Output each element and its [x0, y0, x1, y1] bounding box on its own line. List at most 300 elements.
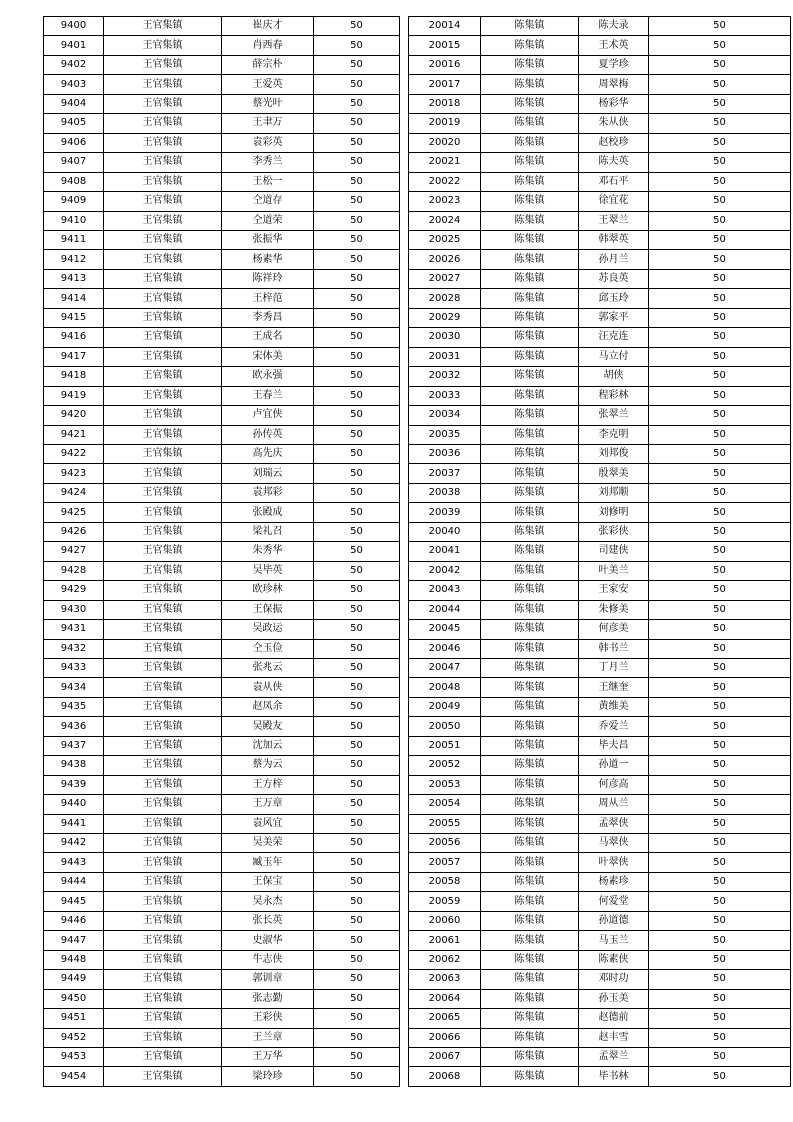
amount-cell: 50 [314, 522, 400, 541]
name-cell: 王保振 [222, 600, 314, 619]
amount-cell: 50 [314, 367, 400, 386]
name-cell: 王成名 [222, 328, 314, 347]
amount-cell: 50 [649, 658, 791, 677]
town-cell: 陈集镇 [481, 133, 579, 152]
table-row [409, 717, 791, 736]
town-cell: 王官集镇 [104, 406, 222, 425]
id-cell: 9443 [44, 853, 104, 872]
town-cell: 陈集镇 [481, 834, 579, 853]
name-cell: 李克明 [579, 425, 649, 444]
id-cell: 9400 [44, 17, 104, 36]
name-cell: 孟翠侠 [579, 814, 649, 833]
town-cell: 王官集镇 [104, 911, 222, 930]
id-cell: 20041 [409, 542, 481, 561]
table-row [44, 600, 400, 619]
town-cell: 王官集镇 [104, 308, 222, 327]
name-cell: 崔庆才 [222, 17, 314, 36]
table-row [409, 814, 791, 833]
amount-cell: 50 [649, 892, 791, 911]
town-cell: 王官集镇 [104, 444, 222, 463]
town-cell: 陈集镇 [481, 911, 579, 930]
amount-cell: 50 [314, 36, 400, 55]
table-row [409, 153, 791, 172]
table-row [44, 172, 400, 191]
name-cell: 徐宜花 [579, 192, 649, 211]
amount-cell: 50 [649, 347, 791, 366]
name-cell: 陈祥玲 [222, 269, 314, 288]
amount-cell: 50 [314, 444, 400, 463]
amount-cell: 50 [314, 347, 400, 366]
id-cell: 9442 [44, 834, 104, 853]
town-cell: 王官集镇 [104, 483, 222, 502]
amount-cell: 50 [649, 620, 791, 639]
name-cell: 欧永强 [222, 367, 314, 386]
town-cell: 陈集镇 [481, 250, 579, 269]
name-cell: 陈素侠 [579, 950, 649, 969]
town-cell: 陈集镇 [481, 892, 579, 911]
name-cell: 毕书林 [579, 1067, 649, 1086]
id-cell: 20062 [409, 950, 481, 969]
id-cell: 9452 [44, 1028, 104, 1047]
town-cell: 王官集镇 [104, 75, 222, 94]
id-cell: 20029 [409, 308, 481, 327]
amount-cell: 50 [649, 1009, 791, 1028]
table-row [409, 425, 791, 444]
town-cell: 王官集镇 [104, 989, 222, 1008]
id-cell: 20043 [409, 581, 481, 600]
id-cell: 9451 [44, 1009, 104, 1028]
id-cell: 9428 [44, 561, 104, 580]
town-cell: 王官集镇 [104, 853, 222, 872]
table-row [44, 386, 400, 405]
amount-cell: 50 [649, 367, 791, 386]
id-cell: 20021 [409, 153, 481, 172]
right-roster-body [409, 17, 791, 1087]
amount-cell: 50 [649, 328, 791, 347]
id-cell: 20033 [409, 386, 481, 405]
table-row [44, 425, 400, 444]
name-cell: 袁风宜 [222, 814, 314, 833]
id-cell: 20026 [409, 250, 481, 269]
name-cell: 吴殿友 [222, 717, 314, 736]
name-cell: 袁彩英 [222, 133, 314, 152]
id-cell: 20064 [409, 989, 481, 1008]
table-row [409, 1028, 791, 1047]
name-cell: 孙玉美 [579, 989, 649, 1008]
town-cell: 王官集镇 [104, 658, 222, 677]
town-cell: 陈集镇 [481, 775, 579, 794]
name-cell: 黄维美 [579, 697, 649, 716]
table-row [44, 328, 400, 347]
amount-cell: 50 [314, 192, 400, 211]
town-cell: 王官集镇 [104, 950, 222, 969]
name-cell: 陈夫英 [579, 153, 649, 172]
id-cell: 20020 [409, 133, 481, 152]
town-cell: 陈集镇 [481, 192, 579, 211]
table-row [409, 931, 791, 950]
left-roster-body [44, 17, 400, 1087]
table-row [409, 75, 791, 94]
id-cell: 9433 [44, 658, 104, 677]
amount-cell: 50 [649, 172, 791, 191]
table-row [44, 814, 400, 833]
name-cell: 肖西春 [222, 36, 314, 55]
town-cell: 王官集镇 [104, 892, 222, 911]
table-row [409, 269, 791, 288]
name-cell: 张翠兰 [579, 406, 649, 425]
town-cell: 陈集镇 [481, 94, 579, 113]
amount-cell: 50 [314, 483, 400, 502]
amount-cell: 50 [649, 970, 791, 989]
town-cell: 陈集镇 [481, 1009, 579, 1028]
table-row [409, 289, 791, 308]
amount-cell: 50 [649, 94, 791, 113]
town-cell: 王官集镇 [104, 172, 222, 191]
table-row [44, 94, 400, 113]
id-cell: 9424 [44, 483, 104, 502]
name-cell: 胡侠 [579, 367, 649, 386]
town-cell: 王官集镇 [104, 639, 222, 658]
table-row [409, 834, 791, 853]
table-row [409, 970, 791, 989]
town-cell: 王官集镇 [104, 931, 222, 950]
table-row [44, 581, 400, 600]
name-cell: 王翠兰 [579, 211, 649, 230]
id-cell: 20067 [409, 1048, 481, 1067]
id-cell: 9403 [44, 75, 104, 94]
table-row [409, 736, 791, 755]
amount-cell: 50 [649, 561, 791, 580]
amount-cell: 50 [649, 795, 791, 814]
amount-cell: 50 [649, 931, 791, 950]
amount-cell: 50 [314, 94, 400, 113]
town-cell: 王官集镇 [104, 367, 222, 386]
table-row [44, 561, 400, 580]
amount-cell: 50 [649, 736, 791, 755]
town-cell: 陈集镇 [481, 658, 579, 677]
name-cell: 苏良英 [579, 269, 649, 288]
table-row [409, 192, 791, 211]
id-cell: 9402 [44, 55, 104, 74]
id-cell: 20063 [409, 970, 481, 989]
id-cell: 9407 [44, 153, 104, 172]
amount-cell: 50 [649, 989, 791, 1008]
town-cell: 王官集镇 [104, 36, 222, 55]
id-cell: 9436 [44, 717, 104, 736]
town-cell: 陈集镇 [481, 950, 579, 969]
id-cell: 9445 [44, 892, 104, 911]
table-row [44, 892, 400, 911]
name-cell: 周从兰 [579, 795, 649, 814]
id-cell: 9440 [44, 795, 104, 814]
id-cell: 20056 [409, 834, 481, 853]
id-cell: 20022 [409, 172, 481, 191]
table-row [44, 931, 400, 950]
name-cell: 周翠梅 [579, 75, 649, 94]
name-cell: 李秀昌 [222, 308, 314, 327]
name-cell: 王术英 [579, 36, 649, 55]
id-cell: 20018 [409, 94, 481, 113]
table-row [409, 444, 791, 463]
id-cell: 20066 [409, 1028, 481, 1047]
table-row [44, 444, 400, 463]
id-cell: 9429 [44, 581, 104, 600]
name-cell: 杨素珍 [579, 872, 649, 891]
town-cell: 陈集镇 [481, 269, 579, 288]
id-cell: 20068 [409, 1067, 481, 1086]
amount-cell: 50 [649, 581, 791, 600]
id-cell: 9408 [44, 172, 104, 191]
amount-cell: 50 [649, 230, 791, 249]
amount-cell: 50 [649, 834, 791, 853]
amount-cell: 50 [649, 250, 791, 269]
table-row [409, 17, 791, 36]
table-row [409, 55, 791, 74]
table-row [409, 522, 791, 541]
name-cell: 张振华 [222, 230, 314, 249]
amount-cell: 50 [649, 1048, 791, 1067]
id-cell: 9423 [44, 464, 104, 483]
name-cell: 王兰章 [222, 1028, 314, 1047]
amount-cell: 50 [649, 386, 791, 405]
id-cell: 20057 [409, 853, 481, 872]
town-cell: 王官集镇 [104, 756, 222, 775]
table-row [409, 658, 791, 677]
town-cell: 陈集镇 [481, 639, 579, 658]
table-row [44, 1067, 400, 1086]
amount-cell: 50 [314, 970, 400, 989]
table-row [409, 503, 791, 522]
table-row [44, 347, 400, 366]
table-row [44, 950, 400, 969]
name-cell: 刘修明 [579, 503, 649, 522]
name-cell: 王松一 [222, 172, 314, 191]
id-cell: 20025 [409, 230, 481, 249]
table-row [44, 795, 400, 814]
table-row [409, 892, 791, 911]
table-row [409, 386, 791, 405]
town-cell: 陈集镇 [481, 931, 579, 950]
amount-cell: 50 [314, 230, 400, 249]
amount-cell: 50 [649, 522, 791, 541]
amount-cell: 50 [314, 795, 400, 814]
town-cell: 陈集镇 [481, 444, 579, 463]
town-cell: 陈集镇 [481, 289, 579, 308]
amount-cell: 50 [649, 503, 791, 522]
amount-cell: 50 [314, 153, 400, 172]
name-cell: 孙道德 [579, 911, 649, 930]
table-row [409, 36, 791, 55]
table-row [409, 1067, 791, 1086]
amount-cell: 50 [314, 814, 400, 833]
name-cell: 卢宜侠 [222, 406, 314, 425]
amount-cell: 50 [314, 678, 400, 697]
amount-cell: 50 [649, 814, 791, 833]
id-cell: 9446 [44, 911, 104, 930]
amount-cell: 50 [314, 775, 400, 794]
name-cell: 刘瑞云 [222, 464, 314, 483]
name-cell: 马翠侠 [579, 834, 649, 853]
id-cell: 20044 [409, 600, 481, 619]
table-row [409, 561, 791, 580]
amount-cell: 50 [649, 464, 791, 483]
id-cell: 20053 [409, 775, 481, 794]
id-cell: 20015 [409, 36, 481, 55]
amount-cell: 50 [314, 639, 400, 658]
id-cell: 20051 [409, 736, 481, 755]
town-cell: 陈集镇 [481, 600, 579, 619]
town-cell: 陈集镇 [481, 347, 579, 366]
town-cell: 王官集镇 [104, 250, 222, 269]
id-cell: 9412 [44, 250, 104, 269]
amount-cell: 50 [649, 872, 791, 891]
name-cell: 王春兰 [222, 386, 314, 405]
table-row [44, 36, 400, 55]
id-cell: 20027 [409, 269, 481, 288]
table-row [44, 522, 400, 541]
id-cell: 20042 [409, 561, 481, 580]
name-cell: 朱秀华 [222, 542, 314, 561]
id-cell: 9410 [44, 211, 104, 230]
table-row [44, 192, 400, 211]
table-row [44, 483, 400, 502]
amount-cell: 50 [314, 756, 400, 775]
amount-cell: 50 [314, 211, 400, 230]
name-cell: 毕夫昌 [579, 736, 649, 755]
name-cell: 叶美兰 [579, 561, 649, 580]
town-cell: 陈集镇 [481, 172, 579, 191]
name-cell: 朱从侠 [579, 114, 649, 133]
table-row [409, 775, 791, 794]
table-row [409, 950, 791, 969]
amount-cell: 50 [649, 697, 791, 716]
name-cell: 仝道荣 [222, 211, 314, 230]
town-cell: 陈集镇 [481, 795, 579, 814]
table-row [44, 1048, 400, 1067]
name-cell: 程彩林 [579, 386, 649, 405]
amount-cell: 50 [649, 425, 791, 444]
table-row [409, 211, 791, 230]
id-cell: 9409 [44, 192, 104, 211]
table-row [44, 308, 400, 327]
left-roster-table [43, 16, 400, 1087]
town-cell: 陈集镇 [481, 367, 579, 386]
amount-cell: 50 [314, 464, 400, 483]
name-cell: 赵校珍 [579, 133, 649, 152]
name-cell: 乔爱兰 [579, 717, 649, 736]
town-cell: 王官集镇 [104, 775, 222, 794]
town-cell: 陈集镇 [481, 678, 579, 697]
amount-cell: 50 [314, 55, 400, 74]
town-cell: 王官集镇 [104, 114, 222, 133]
amount-cell: 50 [649, 950, 791, 969]
amount-cell: 50 [314, 989, 400, 1008]
town-cell: 王官集镇 [104, 795, 222, 814]
name-cell: 臧玉年 [222, 853, 314, 872]
name-cell: 赵凤余 [222, 697, 314, 716]
amount-cell: 50 [314, 1048, 400, 1067]
town-cell: 王官集镇 [104, 328, 222, 347]
table-row [44, 756, 400, 775]
id-cell: 20045 [409, 620, 481, 639]
amount-cell: 50 [314, 328, 400, 347]
town-cell: 王官集镇 [104, 872, 222, 891]
name-cell: 韩翠英 [579, 230, 649, 249]
table-row [44, 211, 400, 230]
id-cell: 9453 [44, 1048, 104, 1067]
town-cell: 王官集镇 [104, 289, 222, 308]
table-row [409, 1048, 791, 1067]
table-row [44, 620, 400, 639]
name-cell: 刘邦顺 [579, 483, 649, 502]
town-cell: 陈集镇 [481, 717, 579, 736]
name-cell: 孙传英 [222, 425, 314, 444]
amount-cell: 50 [314, 425, 400, 444]
table-row [409, 114, 791, 133]
table-row [44, 989, 400, 1008]
name-cell: 史淑华 [222, 931, 314, 950]
name-cell: 王万章 [222, 795, 314, 814]
amount-cell: 50 [314, 950, 400, 969]
id-cell: 9422 [44, 444, 104, 463]
table-row [44, 17, 400, 36]
town-cell: 陈集镇 [481, 153, 579, 172]
id-cell: 9438 [44, 756, 104, 775]
table-row [44, 1009, 400, 1028]
table-row [44, 834, 400, 853]
id-cell: 20054 [409, 795, 481, 814]
name-cell: 杨彩华 [579, 94, 649, 113]
id-cell: 9439 [44, 775, 104, 794]
amount-cell: 50 [649, 192, 791, 211]
town-cell: 陈集镇 [481, 542, 579, 561]
town-cell: 王官集镇 [104, 503, 222, 522]
id-cell: 9426 [44, 522, 104, 541]
id-cell: 20046 [409, 639, 481, 658]
table-row [409, 347, 791, 366]
table-row [44, 697, 400, 716]
id-cell: 9401 [44, 36, 104, 55]
town-cell: 陈集镇 [481, 425, 579, 444]
name-cell: 朱修美 [579, 600, 649, 619]
name-cell: 马立付 [579, 347, 649, 366]
name-cell: 杨素华 [222, 250, 314, 269]
town-cell: 陈集镇 [481, 406, 579, 425]
town-cell: 陈集镇 [481, 386, 579, 405]
id-cell: 20028 [409, 289, 481, 308]
id-cell: 20060 [409, 911, 481, 930]
table-row [409, 697, 791, 716]
amount-cell: 50 [649, 308, 791, 327]
amount-cell: 50 [649, 1028, 791, 1047]
name-cell: 张兆云 [222, 658, 314, 677]
id-cell: 9444 [44, 872, 104, 891]
name-cell: 张长英 [222, 911, 314, 930]
id-cell: 9435 [44, 697, 104, 716]
table-row [44, 717, 400, 736]
id-cell: 9406 [44, 133, 104, 152]
name-cell: 夏学珍 [579, 55, 649, 74]
name-cell: 宋体美 [222, 347, 314, 366]
town-cell: 王官集镇 [104, 192, 222, 211]
town-cell: 王官集镇 [104, 133, 222, 152]
town-cell: 王官集镇 [104, 736, 222, 755]
name-cell: 王保宝 [222, 872, 314, 891]
amount-cell: 50 [314, 581, 400, 600]
table-row [409, 678, 791, 697]
town-cell: 王官集镇 [104, 600, 222, 619]
table-row [44, 289, 400, 308]
